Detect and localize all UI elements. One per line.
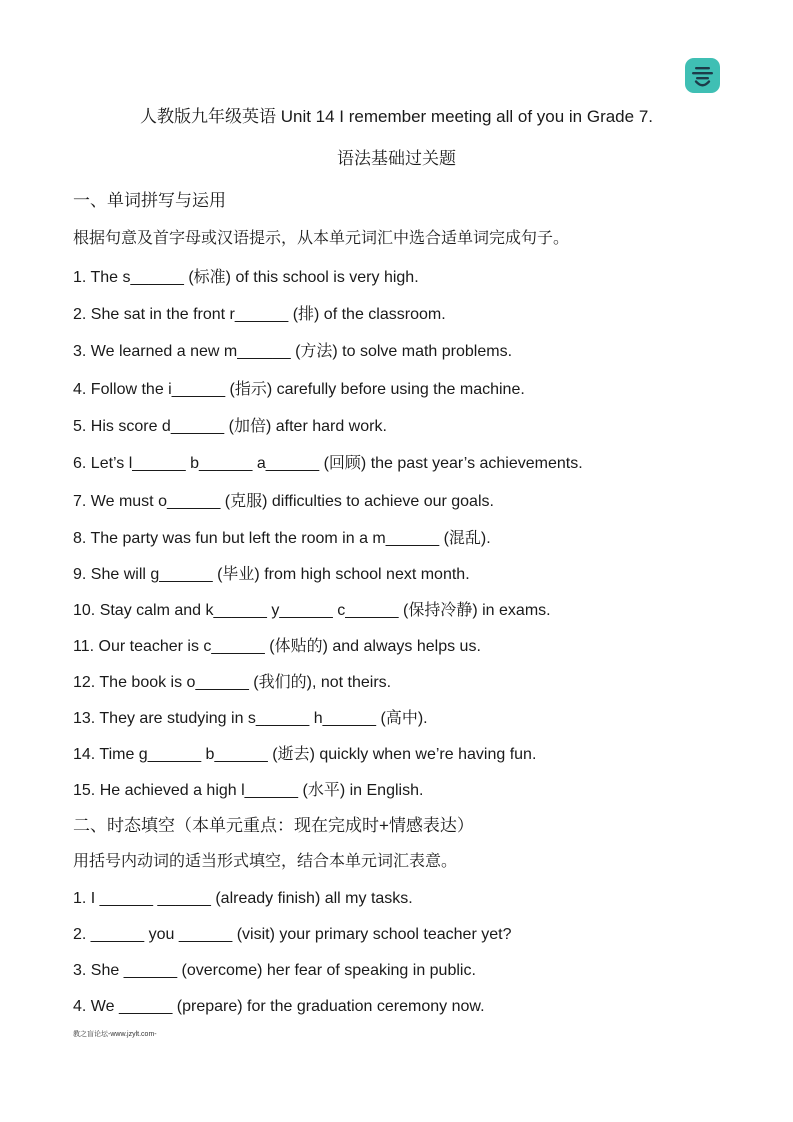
- section1-heading: 一、单词拼写与运用: [73, 191, 226, 210]
- exercise-item: 15. He achieved a high l______ (水平) in English.: [73, 782, 424, 799]
- exercise-item: 7. We must o______ (克服) difficulties to achieve our goals.: [73, 493, 494, 510]
- exercise-item: 12. The book is o______ (我们的), not theirs.: [73, 674, 392, 691]
- exercise-item: 1. The s______ (标准) of this school is very high.: [73, 269, 419, 286]
- exercise-item: 10. Stay calm and k______ y______ c______ (保持冷静) in exams.: [73, 602, 551, 619]
- exercise-item: 6. Let’s l______ b______ a______ (回顾) the past year’s achievements.: [73, 455, 583, 472]
- exercise-item: 4. Follow the i______ (指示) carefully before using the machine.: [73, 381, 525, 398]
- footer-source: 教之盲论坛-www.jzylt.com-: [73, 1031, 157, 1038]
- exercise-item: 13. They are studying in s______ h______ (高中).: [73, 710, 428, 727]
- exercise-item: 2. She sat in the front r______ (排) of the classroom.: [73, 306, 446, 323]
- exercise-item: 2. ______ you ______ (visit) your primary school teacher yet?: [73, 926, 512, 943]
- section1-instruction: 根据句意及首字母或汉语提示，从本单元词汇中选合适单词完成句子。: [73, 230, 570, 247]
- exercise-item: 11. Our teacher is c______ (体贴的) and always helps us.: [73, 638, 481, 655]
- exercise-item: 4. We ______ (prepare) for the graduation ceremony now.: [73, 998, 485, 1015]
- page-title: 人教版九年级英语 Unit 14 I remember meeting all of you in Grade 7.: [139, 107, 653, 126]
- exercise-item: 14. Time g______ b______ (逝去) quickly when we’re having fun.: [73, 746, 537, 763]
- logo-icon: [685, 58, 720, 93]
- exercise-item: 5. His score d______ (加倍) after hard work.: [73, 418, 387, 435]
- page-subtitle: 语法基础过关题: [337, 149, 456, 168]
- exercise-item: 9. She will g______ (毕业) from high school next month.: [73, 566, 470, 583]
- exercise-item: 3. She ______ (overcome) her fear of speaking in public.: [73, 962, 476, 979]
- exercise-item: 1. I ______ ______ (already finish) all my tasks.: [73, 890, 413, 907]
- section2-instruction: 用括号内动词的适当形式填空，结合本单元词汇表意。: [73, 853, 458, 870]
- exercise-item: 8. The party was fun but left the room in a m______ (混乱).: [73, 530, 491, 547]
- exercise-item: 3. We learned a new m______ (方法) to solve math problems.: [73, 343, 513, 360]
- section2-heading: 二、时态填空（本单元重点：现在完成时+情感表达）: [73, 816, 474, 835]
